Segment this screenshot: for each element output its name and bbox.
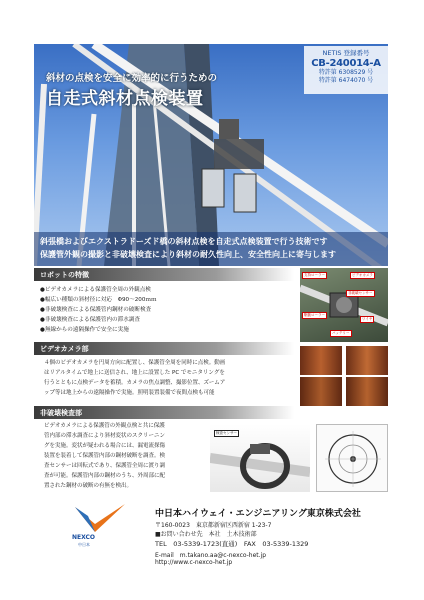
section-heading-ndt: 非破壊検査部 [34, 406, 294, 419]
photo-tag: ワイヤ [362, 317, 373, 321]
video-description [44, 358, 225, 398]
list-item: ●幅広い種類の斜材径に対応 Φ90～200ｍｍ [40, 297, 157, 303]
photo-tag: バッテリー [332, 331, 350, 335]
photo-tag: ビデオカメラ [352, 273, 373, 277]
logo-text: NEXCO [72, 534, 96, 541]
text-line: ビデオカメラによる保護管の外観点検と共に保護 [44, 423, 165, 429]
netis-label: NETIS 登録番号 [322, 49, 370, 57]
patent-1: 特許第 6308529 号 [318, 69, 374, 76]
description-line-1: 斜張橋およびエクストラドーズド橋の斜材点検を自走式点検装置で行う技術です [40, 237, 328, 246]
text-line: ４個のビデオカメラを円周方向に配置し、保護管全周を同時に点検。動画 [44, 360, 226, 366]
email-link[interactable]: E-mail m.takano.aa@c-nexco-het.jp [155, 552, 267, 559]
text-line: 行うとともに点検データを蓄積。カメラの焦点調整、撮影位置、ズームア [44, 380, 226, 386]
camera-view [300, 346, 342, 375]
sensor-diagram [316, 424, 388, 492]
patent-2: 特許第 6474070 号 [318, 77, 374, 84]
postal-address: 〒160-0023 東京都新宿区西新宿 1-23-7 [155, 522, 272, 529]
list-item: ●非破壊検査による保護管内の滞水調査 [40, 317, 140, 323]
website-link[interactable]: http://www.c-nexco-het.jp [155, 559, 233, 566]
phone-fax: TEL 03-5339-1723(直通) FAX 03-5339-1329 [155, 540, 309, 548]
section-heading-robot: ロボットの特徴 [34, 268, 294, 281]
list-item: ●ビデオカメラによる保護管全周の外観点検 [40, 287, 151, 293]
camera-images [300, 346, 388, 406]
robot-photo [300, 268, 388, 342]
company-name: 中日本ハイウェイ・エンジニアリング東京株式会社 [155, 509, 361, 519]
netis-number: CB-240014-A [311, 58, 381, 69]
contact-label: ■お問い合わせ先 本社 土木技術部 [155, 531, 257, 538]
text-line: 置された鋼材の破断の有無を検出。 [44, 483, 133, 489]
nexco-logo [70, 502, 130, 552]
text-line: 査センサーは回転式であり、保護管全周に渡り調 [44, 463, 166, 469]
photo-tag: 駆動ローラー [304, 313, 325, 317]
sensor-cross-section [317, 425, 388, 492]
text-line: グを実施。変状が疑われる場合には、漏電流探傷 [44, 443, 166, 449]
camera-view [346, 346, 388, 375]
text-line: はリアルタイムで地上に送信され、地上に設置した PC でモニタリングを [44, 370, 225, 376]
netis-badge [304, 46, 388, 94]
text-line: ップ等は地上からの遠隔操作で実施。照明装置装備で夜間点検も可能 [44, 390, 215, 396]
list-item: ●非破壊検査による保護管内鋼材の破断検査 [40, 307, 152, 313]
sensor-tag: 検査センサー [216, 431, 237, 435]
camera-view [346, 377, 388, 406]
camera-view [300, 377, 342, 406]
ndt-description [44, 421, 165, 491]
robot-feature-list [40, 285, 157, 335]
section-heading-video: ビデオカメラ部 [34, 342, 294, 355]
hero-description [34, 232, 388, 266]
text-line: 装置を装着して保護管内部の鋼材破断を調査。検 [44, 453, 166, 459]
photo-tag: 支持ローラー [304, 273, 325, 277]
text-line: 査が可能。保護管内部の鋼材のうち、外周部に配 [44, 473, 166, 479]
list-item: ●無線からの遠隔操作で安全に実施 [40, 327, 129, 333]
description-line-2: 保護管外観の撮影と非破壊検査により斜材の耐久性向上、安全性向上に寄与します [40, 250, 336, 259]
hero-title: 自走式斜材点検装置 [46, 89, 204, 109]
text-line: 管内部の滞水調査により斜材変状のスクリーニン [44, 433, 166, 439]
photo-tag: 非破壊センサー [348, 291, 373, 295]
hero-subtitle: 斜材の点検を安全に効率的に行うための [46, 73, 218, 84]
sensor-photo [210, 424, 310, 492]
logo-subtext: 中日本 [78, 542, 90, 547]
